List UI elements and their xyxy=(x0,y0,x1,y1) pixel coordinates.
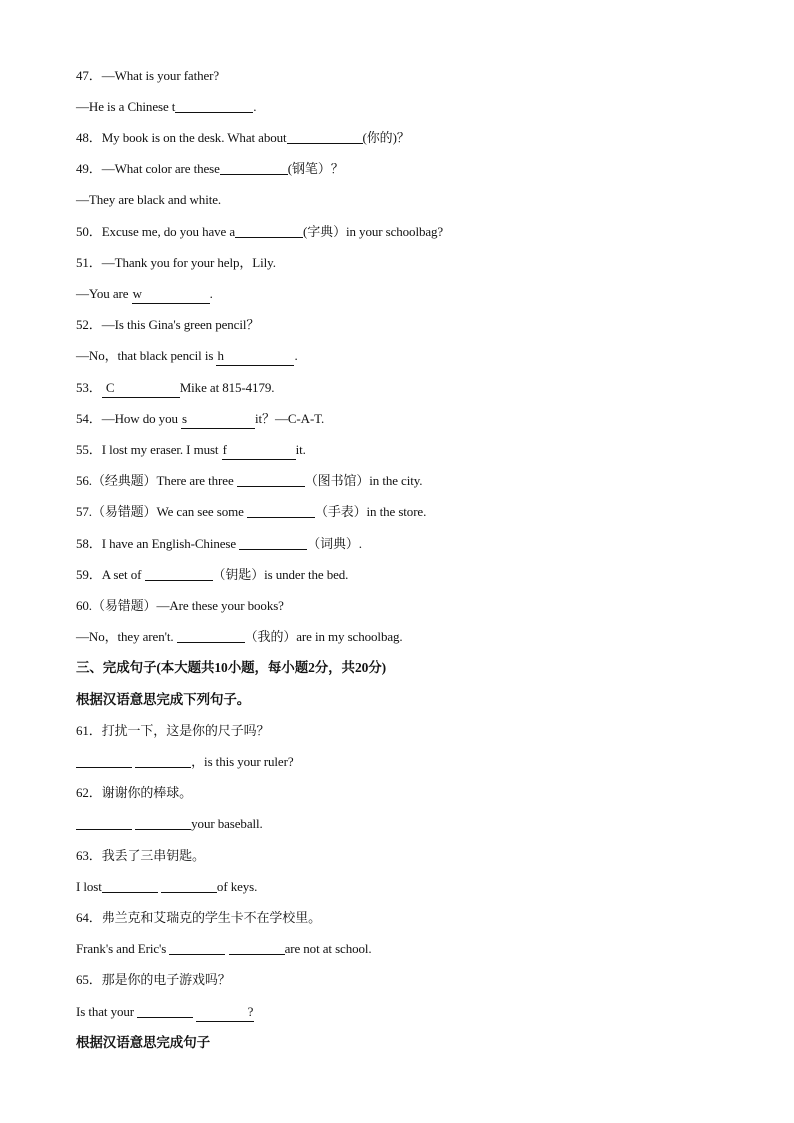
question-52-answer-text: —No，that black pencil is xyxy=(76,348,217,363)
punctuation: . xyxy=(253,99,257,114)
answer-blank[interactable] xyxy=(229,941,285,955)
question-57-hint: （手表）in the store. xyxy=(314,504,427,519)
answer-blank[interactable] xyxy=(237,473,305,487)
question-51-prompt xyxy=(76,254,276,272)
question-64-answer xyxy=(76,940,372,958)
answer-blank[interactable] xyxy=(135,816,191,830)
answer-blank[interactable] xyxy=(216,347,294,366)
question-54 xyxy=(76,410,324,428)
question-49-prompt xyxy=(76,160,344,178)
question-58-text: 58．I have an English-Chinese xyxy=(76,536,240,551)
answer-blank[interactable] xyxy=(239,536,307,550)
answer-blank[interactable] xyxy=(132,285,210,304)
answer-blank[interactable] xyxy=(161,879,217,893)
question-53-text: Mike at 815-4179. xyxy=(179,380,275,395)
question-55 xyxy=(76,441,306,459)
question-61-text: 61．打扰一下，这是你的尺子吗？ xyxy=(76,723,270,738)
question-62-answer-text: your baseball. xyxy=(191,816,263,831)
answer-blank[interactable] xyxy=(102,379,180,398)
question-65-answer xyxy=(76,1003,254,1021)
question-51-answer xyxy=(76,285,213,303)
question-56-text: 56.（经典题）There are three xyxy=(76,473,237,488)
question-48-text: 48．My book is on the desk. What about xyxy=(76,130,287,145)
answer-blank[interactable] xyxy=(222,441,296,460)
question-65-answer-lead: Is that your xyxy=(76,1004,138,1019)
question-50-text: 50．Excuse me, do you have a xyxy=(76,224,236,239)
question-49-answer-text: —They are black and white. xyxy=(76,192,222,207)
question-47-answer xyxy=(76,98,256,116)
question-65-prompt xyxy=(76,971,231,989)
question-62-text: 62．谢谢你的棒球。 xyxy=(76,785,193,800)
question-53 xyxy=(76,379,274,397)
first-letter-hint: f xyxy=(222,442,227,457)
question-50 xyxy=(76,223,443,241)
answer-blank[interactable] xyxy=(137,1004,193,1018)
answer-blank[interactable] xyxy=(247,504,315,518)
section-3-instruction xyxy=(76,691,250,709)
question-51-text: 51．—Thank you for your help，Lily. xyxy=(76,255,276,270)
question-49-hint: (钢笔）？ xyxy=(287,161,344,176)
question-60-answer-text: —No，they aren't. xyxy=(76,629,177,644)
question-60-prompt xyxy=(76,597,284,615)
question-50-hint: (字典）in your schoolbag? xyxy=(303,224,444,239)
answer-blank[interactable] xyxy=(145,567,213,581)
question-59-hint: （钥匙）is under the bed. xyxy=(212,567,349,582)
question-63-answer xyxy=(76,878,257,896)
question-47-prompt xyxy=(76,67,219,85)
answer-blank[interactable] xyxy=(220,161,288,175)
question-58 xyxy=(76,535,362,553)
answer-blank[interactable] xyxy=(175,99,253,113)
answer-blank[interactable] xyxy=(287,130,363,144)
question-56-hint: （图书馆）in the city. xyxy=(304,473,423,488)
answer-blank[interactable] xyxy=(196,1003,254,1022)
question-47-text: 47．—What is your father? xyxy=(76,68,220,83)
section-3-heading xyxy=(76,659,386,677)
answer-blank[interactable] xyxy=(181,410,255,429)
answer-blank[interactable] xyxy=(76,754,132,768)
answer-blank[interactable] xyxy=(169,941,225,955)
first-letter-hint: w xyxy=(132,286,142,301)
question-63-prompt xyxy=(76,847,205,865)
question-62-answer xyxy=(76,815,263,833)
question-52-prompt xyxy=(76,316,259,334)
punctuation: . xyxy=(209,286,213,301)
question-63-answer-tail: of keys. xyxy=(216,879,258,894)
question-59-text: 59．A set of xyxy=(76,567,145,582)
question-61-answer-text: ，is this your ruler? xyxy=(191,754,294,769)
answer-blank[interactable] xyxy=(102,879,158,893)
section-3-title: 三、完成句子(本大题共10小题，每小题2分，共20分) xyxy=(76,660,387,675)
question-52-answer xyxy=(76,347,298,365)
question-55-tail: it. xyxy=(295,442,306,457)
question-53-number: 53． xyxy=(76,380,102,395)
first-letter-hint: C xyxy=(105,380,115,395)
question-58-hint: （词典）. xyxy=(307,536,362,551)
question-64-answer-lead: Frank's and Eric's xyxy=(76,941,170,956)
answer-blank[interactable] xyxy=(235,224,303,238)
question-60-hint: （我的）are in my schoolbag. xyxy=(244,629,403,644)
question-61-answer xyxy=(76,753,294,771)
question-49-text: 49．—What color are these xyxy=(76,161,220,176)
question-48-hint: (你的)？ xyxy=(362,130,410,145)
instruction-text: 根据汉语意思完成下列句子。 xyxy=(76,692,251,707)
question-54-text: 54．—How do you xyxy=(76,411,182,426)
first-letter-hint: s xyxy=(182,411,187,426)
question-65-text: 65．那是你的电子游戏吗？ xyxy=(76,972,231,987)
question-55-text: 55．I lost my eraser. I must xyxy=(76,442,222,457)
instruction-text: 根据汉语意思完成句子 xyxy=(76,1035,210,1050)
section-instruction-2 xyxy=(76,1034,210,1052)
question-60-answer xyxy=(76,628,403,646)
question-63-answer-lead: I lost xyxy=(76,879,102,894)
question-54-tail: it？—C-A-T. xyxy=(255,411,325,426)
question-64-prompt xyxy=(76,909,321,927)
question-59 xyxy=(76,566,348,584)
question-60-text: 60.（易错题）—Are these your books? xyxy=(76,598,284,613)
question-56 xyxy=(76,472,422,490)
question-63-text: 63．我丢了三串钥匙。 xyxy=(76,848,205,863)
question-64-text: 64．弗兰克和艾瑞克的学生卡不在学校里。 xyxy=(76,910,322,925)
question-57-text: 57.（易错题）We can see some xyxy=(76,504,247,519)
answer-blank[interactable] xyxy=(135,754,191,768)
question-51-answer-text: —You are xyxy=(76,286,132,301)
answer-blank[interactable] xyxy=(76,816,132,830)
question-47-answer-text: —He is a Chinese t xyxy=(76,99,176,114)
first-letter-hint: h xyxy=(217,348,224,363)
question-62-prompt xyxy=(76,784,192,802)
answer-blank[interactable] xyxy=(177,629,245,643)
question-52-text: 52．—Is this Gina's green pencil？ xyxy=(76,317,260,332)
question-61-prompt xyxy=(76,722,269,740)
question-49-answer xyxy=(76,191,221,209)
question-57 xyxy=(76,503,426,521)
question-64-answer-tail: are not at school. xyxy=(284,941,372,956)
punctuation: . xyxy=(294,348,298,363)
question-48 xyxy=(76,129,410,147)
question-mark: ? xyxy=(247,1004,254,1019)
